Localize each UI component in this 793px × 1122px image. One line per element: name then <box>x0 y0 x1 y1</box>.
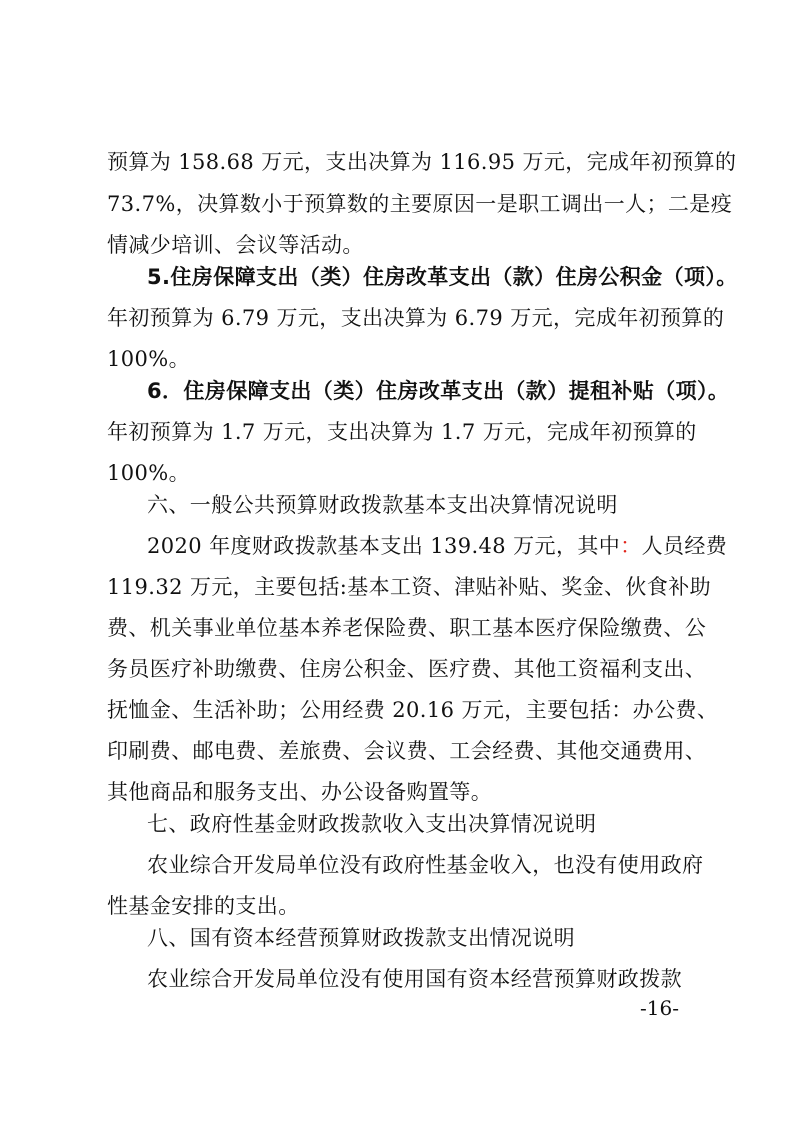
paragraph-line: 100%。 <box>107 347 191 371</box>
paragraph-line <box>147 532 747 560</box>
highlight-colon: ： <box>620 534 642 558</box>
page-number: -16- <box>640 996 679 1020</box>
paragraph-line: 100%。 <box>107 461 191 485</box>
paragraph-line: 务员医疗补助缴费、住房公积金、医疗费、其他工资福利支出、 <box>107 657 707 681</box>
paragraph-line: 119.32 万元，主要包括:基本工资、津贴补贴、奖金、伙食补助 <box>107 575 712 599</box>
paragraph-line: 费、机关事业单位基本养老保险费、职工基本医疗保险缴费、公 <box>107 616 707 640</box>
text-span: 2020 年度财政拨款基本支出 139.48 万元，其中 <box>147 534 621 558</box>
paragraph-line: 印刷费、邮电费、差旅费、会议费、工会经费、其他交通费用、 <box>107 739 707 763</box>
paragraph-line: 农业综合开发局单位没有使用国有资本经营预算财政拨款 <box>147 967 682 991</box>
paragraph-line: 抚恤金、生活补助；公用经费 20.16 万元，主要包括：办公费、 <box>107 698 719 722</box>
paragraph-line: 农业综合开发局单位没有政府性基金收入，也没有使用政府 <box>147 853 704 877</box>
paragraph-line: 73.7%，决算数小于预算数的主要原因一是职工调出一人；二是疫 <box>107 192 733 216</box>
section-8-heading: 八、国有资本经营预算财政拨款支出情况说明 <box>147 926 575 950</box>
text-span: 人员经费 <box>641 534 728 558</box>
section-6-heading: 六、一般公共预算财政拨款基本支出决算情况说明 <box>147 493 618 517</box>
paragraph-line: 性基金安排的支出。 <box>107 894 300 918</box>
section-7-heading: 七、政府性基金财政拨款收入支出决算情况说明 <box>147 812 597 836</box>
paragraph-line: 预算为 158.68 万元，支出决算为 116.95 万元，完成年初预算的 <box>107 150 737 174</box>
paragraph-line: 年初预算为 6.79 万元，支出决算为 6.79 万元，完成年初预算的 <box>107 306 725 330</box>
paragraph-line: 情减少培训、会议等活动。 <box>107 233 364 257</box>
item-5-title: 5.住房保障支出（类）住房改革支出（款）住房公积金（项）。 <box>147 265 738 289</box>
paragraph-line: 其他商品和服务支出、办公设备购置等。 <box>107 780 493 804</box>
paragraph-line: 年初预算为 1.7 万元，支出决算为 1.7 万元，完成年初预算的 <box>107 420 697 444</box>
item-6-title: 6．住房保障支出（类）住房改革支出（款）提租补贴（项）。 <box>147 379 730 403</box>
